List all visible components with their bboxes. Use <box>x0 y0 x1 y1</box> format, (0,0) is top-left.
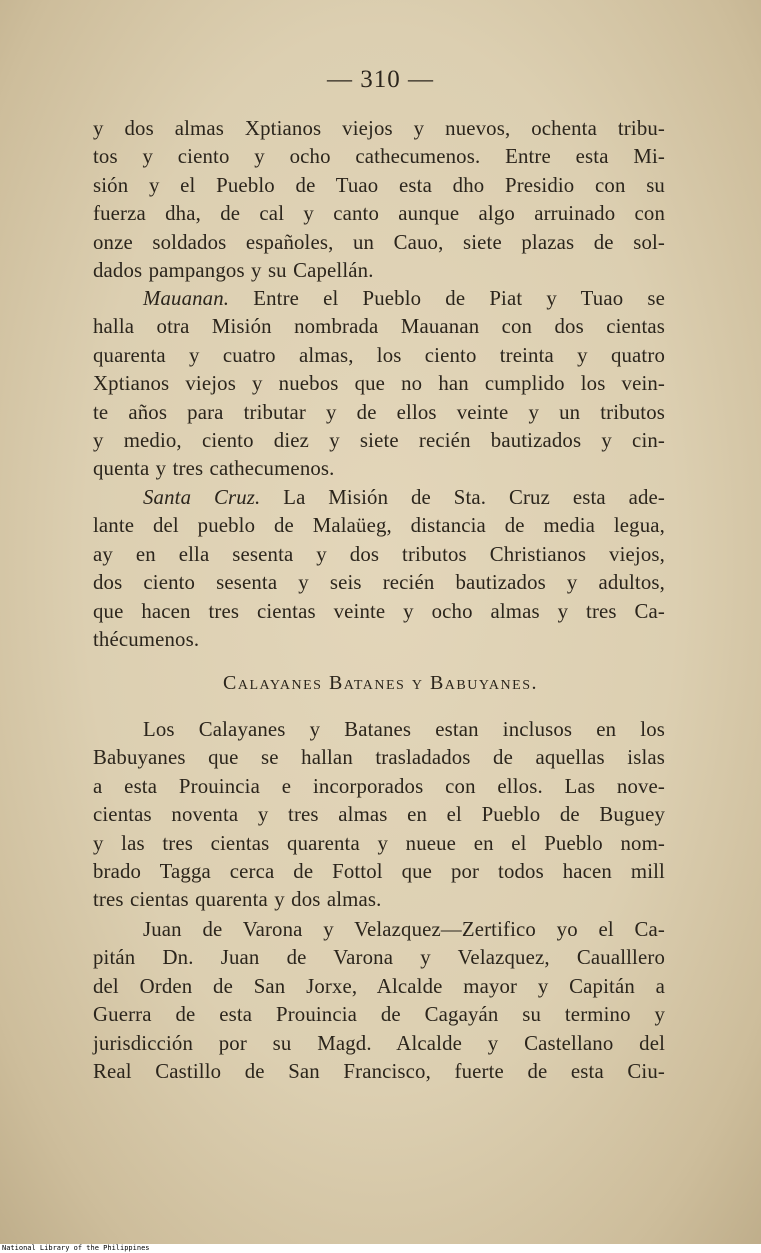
text-line: Los Calayanes y Batanes estan inclusos en los <box>143 718 665 741</box>
text-line: y las tres cientas quarenta y nueue en el Pueblo nom- <box>93 831 665 855</box>
text-line: y medio, ciento diez y siete recién bautizados y cin- <box>93 428 665 452</box>
text-line: te años para tributar y de ellos veinte y un tributos <box>93 400 665 424</box>
paragraph-lead-santa-cruz: Santa Cruz. <box>143 486 261 509</box>
text-line: cientas noventa y tres almas en el Pueblo de Buguey <box>93 803 665 827</box>
paragraph-lead-mauanan: Mauanan. <box>143 287 230 310</box>
library-watermark: National Library of the Philippines <box>2 1244 150 1252</box>
text-line: Xptianos viejos y nuebos que no han cumplido los vein- <box>93 372 665 396</box>
page-number: — 310 — <box>327 66 434 93</box>
text-line: y dos almas Xptianos viejos y nuevos, ochenta tribu- <box>93 117 665 140</box>
text-line: thécumenos. <box>93 627 200 651</box>
paragraph-mission-tuao <box>93 115 665 285</box>
text-line: brado Tagga cerca de Fottol que por todos hacen mill <box>93 859 665 883</box>
text-line <box>93 484 665 512</box>
text-line <box>93 285 665 313</box>
text-line: del Orden de San Jorxe, Alcalde mayor y Capitán a <box>93 974 665 998</box>
text-line: jurisdicción por su Magd. Alcalde y Castellano del <box>93 1031 665 1055</box>
text-line: ay en ella sesenta y dos tributos Christianos viejos, <box>93 542 665 566</box>
text-line: a esta Prouincia e incorporados con ellos. Las nove- <box>93 774 665 798</box>
text-line: que hacen tres cientas veinte y ocho almas y tres Ca- <box>93 599 665 623</box>
text-line: tos y ciento y ocho cathecumenos. Entre esta Mi- <box>93 145 665 169</box>
text-line-rest: Entre el Pueblo de Piat y Tuao se <box>253 287 665 310</box>
text-line: sión y el Pueblo de Tuao esta dho Presidio con su <box>93 173 665 197</box>
section-heading-text: Calayanes Batanes y Babuyanes. <box>223 672 538 694</box>
text-line: Babuyanes que se hallan trasladados de aquellas islas <box>93 746 665 770</box>
paragraph-santa-cruz <box>93 484 665 654</box>
section-heading <box>0 672 761 695</box>
paragraph-certification <box>93 916 665 1086</box>
text-line: onze soldados españoles, un Cauo, siete plazas de sol- <box>93 230 665 254</box>
text-line: tres cientas quarenta y dos almas. <box>93 888 382 912</box>
paragraph-calayanes <box>93 716 665 915</box>
text-line: quarenta y cuatro almas, los ciento treinta y quatro <box>93 343 665 367</box>
text-line: lante del pueblo de Malaüeg, distancia de media legua, <box>93 514 665 538</box>
text-line: Guerra de esta Prouincia de Cagayán su termino y <box>93 1003 665 1027</box>
text-line: fuerza dha, de cal y canto aunque algo arruinado con <box>93 202 665 226</box>
text-line-rest: La Misión de Sta. Cruz esta ade- <box>283 486 665 509</box>
text-line: Juan de Varona y Velazquez—Zertifico yo el Ca- <box>143 918 665 941</box>
text-line: halla otra Misión nombrada Mauanan con dos cientas <box>93 315 665 339</box>
text-line: dos ciento sesenta y seis recién bautizados y adultos, <box>93 571 665 595</box>
text-line: pitán Dn. Juan de Varona y Velazquez, Caualllero <box>93 946 665 970</box>
paragraph-mauanan <box>93 285 665 484</box>
text-line: dados pampangos y su Capellán. <box>93 258 374 282</box>
text-line: quenta y tres cathecumenos. <box>93 457 335 481</box>
text-line: Real Castillo de San Francisco, fuerte de esta Ciu- <box>93 1059 665 1083</box>
